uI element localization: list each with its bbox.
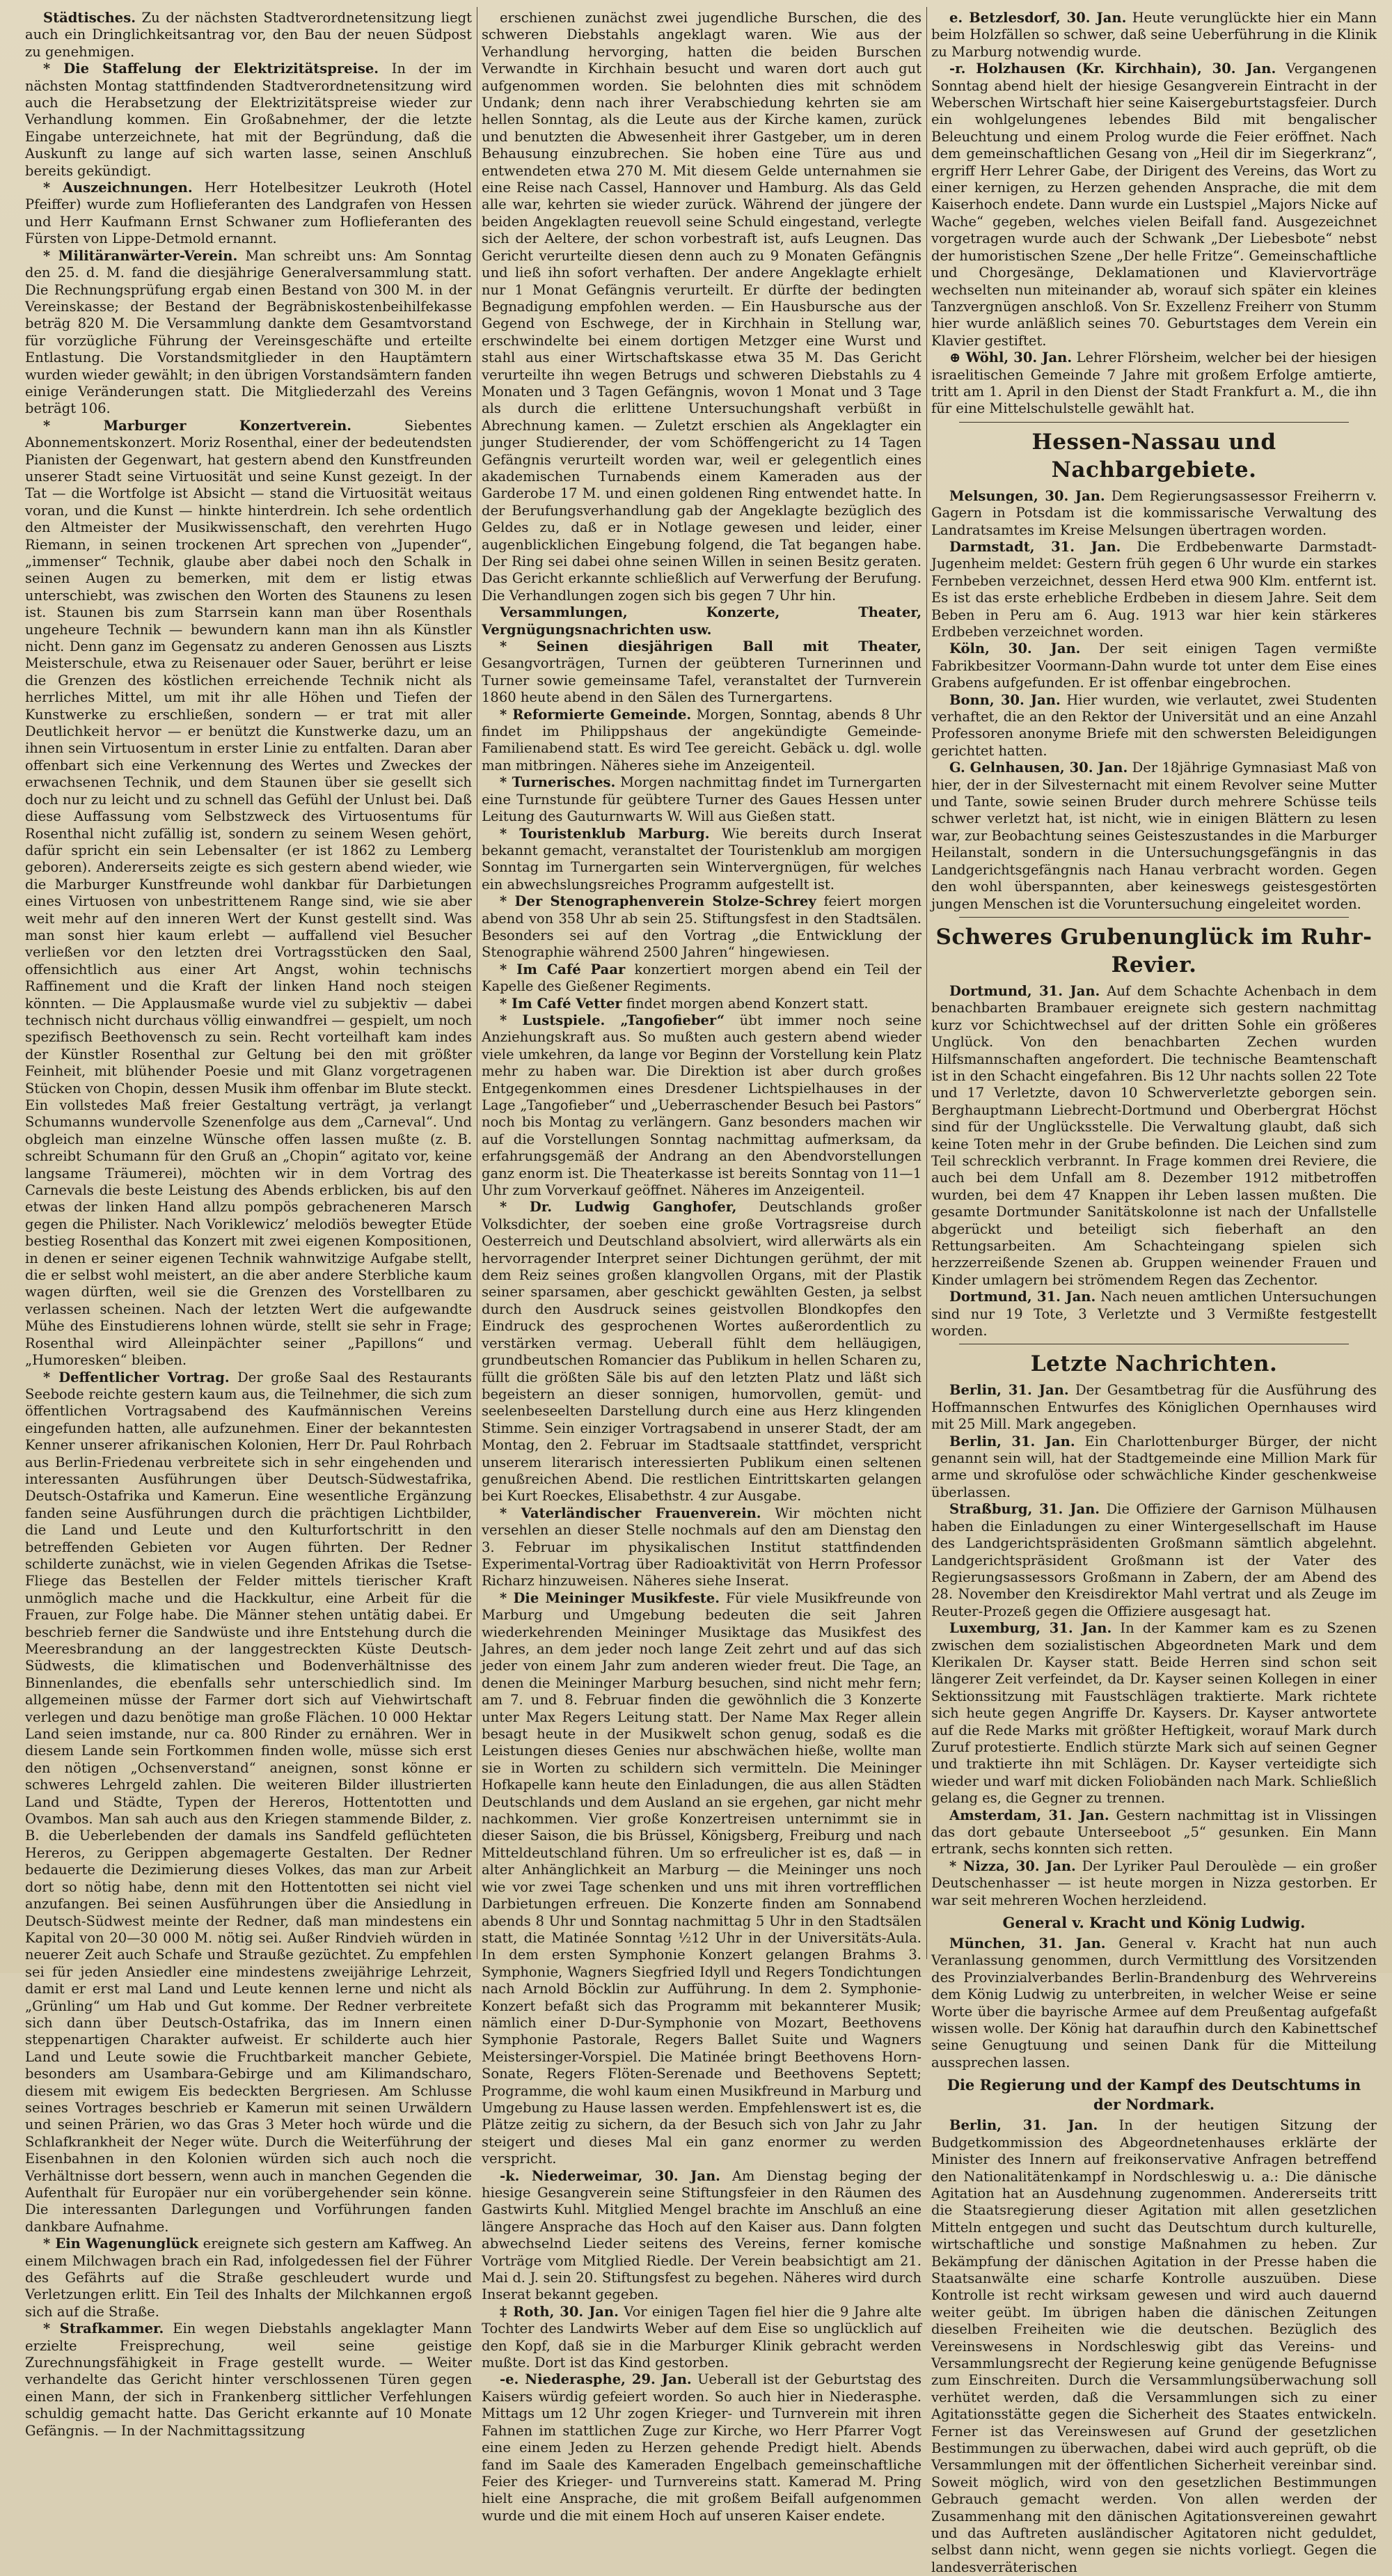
article-paragraph <box>25 1369 472 2236</box>
article-text: feiert morgen abend von 358 Uhr ab sein 25. Stiftungsfest in den Stadtsälen. Besonders sei auf den Vortrag „die Entwicklung der Stenographie während 2500 Jahren“ hingewiesen. <box>482 893 922 961</box>
article-paragraph <box>931 641 1377 691</box>
column-middle <box>482 10 922 2524</box>
heading-nordmark: Die Regierung und der Kampf des Deutschtums in der Nordmark. <box>947 2076 1361 2114</box>
article-paragraph <box>482 1199 922 1505</box>
article-lead: * Die Staffelung der Elektrizitätspreise. <box>43 61 379 77</box>
article-paragraph <box>931 539 1377 641</box>
article-lead: -r. Holzhausen (Kr. Kirchhain), 30. Jan. <box>949 61 1276 77</box>
article-lead: * Marburger Konzertverein. <box>43 417 352 434</box>
article-lead: * Der Stenographenverein Stolze-Schrey <box>500 893 816 910</box>
article-paragraph <box>25 180 472 248</box>
article-paragraph <box>931 350 1377 418</box>
letzte-nachrichten-block <box>931 1382 1377 1909</box>
article-paragraph <box>482 10 922 604</box>
article-paragraph <box>25 418 472 1369</box>
article-text: Die Offiziere der Garnison Mülhausen haben die Einladungen zu einer Wintergesellschaft im Hause des Landgerichtspräsidenten Großmann sämtlich abgelehnt. Landgerichtspräsident Großmann ist der Vater des Regierungsassessors Großmann in Zabern, der am Abend des 28. November den Kreisdirektor Mahl vertrat und als Zeuge im Reuter-Prozeß gegen die Offiziere ausgesagt hat. <box>931 1501 1377 1619</box>
article-text: erschienen zunächst zwei jugendliche Burschen, die des schweren Diebstahls angeklagt waren. Wie aus der Verhandlung hervorging, hatten die beiden Burschen Verwandte in Kirchhain besucht und waren dort auch gut aufgenommen worden. Sie belohnten dies mit schnödem Undank; denn nach ihrer Verabschiedung kehrten sie am hellen Sonntag, als die Leute aus der Kirche kamen, zurück und benutzten die Abwesenheit ihrer Gastgeber, um in deren Behausung einzubrechen. Sie hoben eine Türe aus und entwendeten etwa 270 M. Mit diesem Gelde unternahmen sie eine Reise nach Cassel, Hannover und Hamburg. Als das Geld alle war, kehrten sie wieder zurück. Während der jüngere der beiden Angeklagten reuevoll seine Schuld eingestand, verlegte sich der Aeltere, der schon vorbestraft ist, aufs Leugnen. Das Gericht verurteilte diesen denn auch zu 9 Monaten Gefängnis und ließ ihn sofort verhaften. Der andere Angeklagte erhielt nur 1 Monat Gefängnis verurteilt. Er dürfte der bedingten Begnadigung empfohlen werden. — Ein Hausbursche aus der Gegend von Eschwege, der in Kirchhain in Stellung war, erschwindelte bei einem dortigen Metzger eine Wurst und stahl aus einer Wirtschaftskasse etwa 35 M. Das Gericht verurteilte ihn wegen Betrugs und schweren Diebstahls zu 4 Monaten und 3 Tagen Gefängnis, wovon 1 Monat und 3 Tage als durch die erlittene Untersuchungshaft verbüßt in Abrechnung kamen. — Zuletzt erschien als Angeklagter ein junger Studierender, der vom Schöffengericht zu 14 Tagen Gefängnis verurteilt worden war, weil er gelegentlich eines akademischen Turnabends einem Kameraden aus der Garderobe 17 M. und einen goldenen Ring entwendet hatte. In der Berufungsverhandlung gab der Angeklagte bezüglich des Geldes zu, daß er in Notlage gewesen und leider, einer augenblicklichen Eingebung folgend, die Tat begangen habe. Der Ring sei dabei ohne seinen Willen in seinen Besitz geraten. Das Gericht erkannte schließlich auf Verwerfung der Berufung. Die Verhandlungen zogen sich bis gegen 7 Uhr hin. <box>482 10 922 604</box>
article-paragraph <box>482 2304 922 2372</box>
article-lead: -k. Niederweimar, 30. Jan. <box>500 2167 720 2184</box>
article-text: Deutschlands großer Volksdichter, der soeben eine große Vortragsreise durch Oesterreich und Deutschland absolviert, wird allerwärts als ein hervorragender Interpret seiner Dichtungen gerühmt, der mit dem Reiz seines großen klangvollen Organs, mit der Plastik seiner sparsamen, aber geschickt gewählten Gesten, ja selbst durch den Ausdruck seines geistvollen Blondkopfes den Eindruck des gesprochenen Wortes außerordentlich zu verstärken vermag. Ueberall fühlt dem helläugigen, grundbeutschen Romancier das Publikum in hellen Scharen zu, füllt die größten Säle bis auf den letzten Platz und läßt sich begeistern an dieser sonnigen, humorvollen, gemüt- und seelenbeseelten Darstellung durch eine aus Herz klingenden Stimme. Sein einziger Vortragsabend in unserer Stadt, der am Montag, den 2. Februar im Stadtsaale stattfindet, verspricht unserem literarisch interessierten Publikum einen seltenen genußreichen Abend. Die restlichen Eintrittskarten gelangen bei Kurt Roeckes, Elisabethstr. 4 zur Ausgabe. <box>482 1199 922 1505</box>
column-right <box>931 10 1377 2575</box>
article-text: Ein wegen Diebstahls angeklagter Mann erzielte Freisprechung, weil seine geistige Zurechnungsfähigkeit in Frage gestellt wurde. — Weiter verhandelte das Gericht hinter verschlossenen Türen gegen einen Mann, der sich in Frankenberg sittlicher Verfehlungen schuldig gemacht hatte. Das Gericht erkannte auf 10 Monate Gefängnis. — In der Nachmittagssitzung <box>25 2320 473 2439</box>
article-paragraph <box>931 10 1377 61</box>
article-paragraph <box>931 1501 1377 1620</box>
article-text: Die Erdbebenwarte Darmstadt-Jugenheim meldet: Gestern früh gegen 6 Uhr wurde ein starkes Fernbeben verzeichnet, dessen Herd etwa 900 Klm. entfernt ist. Es ist das erste erhebliche Erdbeben in diesem Jahre. Seit dem Beben in Peru am 6. Aug. 1913 war hier kein stärkeres Erdbeben verzeichnet worden. <box>931 538 1377 640</box>
article-text: In der heutigen Sitzung der Budgetkommission des Abgeordnetenhauses erklärte der Minister des Innern auf freikonservative Anfragen betreffend den Nationalitätenkampf in Nordschleswig u. a.: Die dänische Agitation hat an Ausdehnung zugenommen. Andererseits tritt die Staatsregierung dieser Agitation mit allen gesetzlichen Mitteln entgegen und sucht das Deutschtum durch kulturelle, wirtschaftliche und sonstige Maßnahmen zu heben. Zur Bekämpfung der dänischen Agitation in der Presse haben die Staatsanwälte eine scharfe Kontrolle auszuüben. Diese Kontrolle ist recht wirksam gewesen und wird auch dauernd weiter geübt. Im übrigen haben die dänischen Zeitungen dieselben Freiheiten wie die deutschen. Bezüglich des Vereinswesens in Nordschleswig gibt das Vereins- und Versammlungsrecht der Regierung keine genügende Befugnisse zum Einschreiten. Durch die Versammlungsüberwachung soll verhütet werden, daß die Versammlungen sich zu einer Agitationsstätte gegen die Sicherheit des Staates entwickeln. Ferner ist das Vereinswesen auf Grund der gesetzlichen Bestimmungen zu überwachen, dabei wird auch geprüft, ob die Versammlungen mit der öffentlichen Sicherheit vereinbar sind. Soweit möglich, wird von den gesetzlichen Bestimmungen Gebrauch gemacht werden. Von allen werden der Zusammenhang mit den dänischen Agitationsvereinen gewahrt und das Auftreten ausländischer Agitatoren nicht geduldet, selbst dann nicht, wenn gegen sie nichts vorliegt. Gegen die landesverräterischen <box>931 2117 1377 2575</box>
article-lead: * Touristenklub Marburg. <box>500 825 710 842</box>
article-text: Wir möchten nicht versehlen an dieser Stelle nochmals auf den am Dienstag den 3. Februar im physikalischen Institut stattfindenden Experimental-Vortrag über Radioaktivität von Herrn Professor Richarz hinzuweisen. Näheres siehe Inserat. <box>482 1505 922 1589</box>
article-text: Auf dem Schachte Achenbach in dem benachbarten Brambauer ereignete sich gestern nachmittag kurz vor Schichtwechsel auf der dritten Sohle ein größeres Unglück. Von den benachbarten Zechen wurden Hilfsmannschaften angefordert. Die technische Beamtenschaft ist in den Schacht eingefahren. Bis 12 Uhr nachts sollen 22 Tote und 17 Verletzte, davon 10 Schwerverletzte geborgen sein. Berghauptmann Liebrecht-Dortmund und Oberbergrat Höchst sind für der Unglücksstelle. Die Verwaltung glaubt, daß sich keine Toten mehr in der Grube befinden. Die Leichen sind zum Teil schrecklich verbrannt. In Frage kommen drei Reviere, die auch bei dem Unfall am 8. Dezember 1912 mitbetroffen wurden, bei dem 47 Knappen ihr Leben lassen mußten. Die gesamte Dortmunder Sanitätskolonne ist nach der Unfallstelle abgerückt und beteiligt sich fieberhaft an den Rettungsarbeiten. Am Schachteingang spielen sich herzzerreißende Szenen ab. Gruppen weinender Frauen und Kinder umlagern bei strömendem Regen das Zechentor. <box>931 982 1377 1288</box>
article-paragraph <box>931 760 1377 913</box>
article-text: Der seit einigen Tagen vermißte Fabrikbesitzer Voormann-Dahn wurde tot unter dem Eise eines Grabens aufgefunden. Er ist offenbar eingebrochen. <box>931 641 1377 691</box>
article-paragraph <box>931 488 1377 539</box>
article-paragraph <box>931 983 1377 1289</box>
article-lead: ‡ Roth, 30. Jan. <box>500 2303 619 2320</box>
article-paragraph <box>931 1620 1377 1807</box>
article-text: In der im nächsten Montag stattfindenden Stadtverordnetensitzung wird auch die Herabsetzung der Elektrizitätspreise wieder zur Verhandlung kommen. Ein Großabnehmer, der die letzte Eingabe unterzeichnete, hat mit der Begründung, daß die Auskunft zu lange auf sich warten lasse, seinen Anschluß bereits gekündigt. <box>25 61 473 179</box>
article-text: Herr Hotelbesitzer Leukroth (Hotel Pfeiffer) wurde zum Hoflieferanten des Landgrafen von Hessen und Herr Kaufmann Ernst Schwaner zum Hoflieferanten des Fürsten von Lippe-Detmold ernannt. <box>25 180 472 247</box>
section-divider <box>959 422 1349 423</box>
article-lead: Dortmund, 31. Jan. <box>949 1289 1096 1305</box>
article-paragraph <box>931 1935 1377 2071</box>
article-text: Siebentes Abonnementskonzert. Moriz Rosenthal, einer der bedeutendsten Pianisten der Gegenwart, hat gestern abend den Kunstfreunden unserer Stadt seine Virtuosität und seine Kunst gezeigt. In der Tat — die Wortfolge ist Absicht — stand die Virtuosität weitaus voran, und die Kunst — hinkte hinterdrein. Ich sehe ordentlich den Altmeister der Musikwissenschaft, den verehrten Hugo Riemann, in seinen trockenen Art sprechen von „Jupender“, „immenser“ Technik, glaube aber dabei noch den Schalk in seinen Augen zu bemerken, mit dem er listig etwas unterschiebt, was zwischen den Worten des Staunens zu lesen ist. Staunen bis zum Starrsein kann man über Rosenthals ungeheure Technik — bewundern kann man ihn als Künstler nicht. Denn ganz im Gegensatz zu anderen Genossen aus Liszts Meisterschule, etwa zu Reisenauer oder Sauer, berührt er leise die Grenzen des köstlichen erreichende Technik nicht als herrliches Mittel, um mit ihr alle Höhen und Tiefen der Kunstwerke zu erschließen, sondern — er trat mit aller Deutlichkeit hervor — er benützt die Kunstwerke dazu, um an ihnen sein Virtuosentum in erster Linie zu entfalten. Daran aber offenbart sich eine Verkennung des Wertes und Zweckes der erwachsenen Technik, und dem Staunen über sie gesellt sich doch nur zu leicht und zu schnell das Gefühl der Unlust bei. Daß diese Auffassung vom Selbstzweck des Virtuosentums für Rosenthal nicht zufällig ist, sondern zu seinem Wesen gehört, dafür spricht ein sein Lebensalter (er ist 1862 zu Lemberg geboren). Andererseits zeigte es sich gestern abend wieder, wie die Marburger Kunstfreunde wohl dankbar für Darbietungen eines Virtuosen von unbestrittenem Range sind, wie sie aber weit mehr auf den inneren Wert der Kunst gestellt sind. Was man sonst hier kaum erlebt — auffallend viel Besucher verließen vor den letzten drei Vortragsstücken den Saal, offensichtlich aus einer Art Angst, wohin technischs Raffinement und die Kraft der linken Hand noch steigen könnten. — Die Applausmaße wurde viel zu subjektiv — dabei technisch nicht durchaus völlig einwandfrei — gespielt, um noch spezifisch Beethovensch zu sein. Recht vorteilhaft kam indes der Künstler Rosenthal zur Geltung bei den mit größter Feinheit, mit blühender Poesie und mit Glanz vorgetragenen Stücken von Chopin, dessen Musik ihm offenbar im Blute steckt. Ein vollstedes Maß freier Gestaltung verträgt, ja verlangt Schumanns wundervolle Szenenfolge aus dem „Carneval“. Und obgleich man einzelne Wünsche offen lassen mußte (z. B. schreibt Schumann für den Gruß an „Chopin“ agitato vor, keine langsame Träumerei), möchten wir in dem Vortrag des Carnevals die beste Leistung des Abends erblicken, bis auf den etwas der linken Hand allzu pompös gebracheneren Marsch gegen die Philister. Nach Voriklewicz’ melodiös bewegter Etüde bestieg Rosenthal das Konzert mit zwei eigenen Kompositionen, in denen er seiner eigenen Technik wahnwitzige Aufgabe stellt, die er selbst wohl meistert, an die aber andere Sterbliche kaum wagen dürften, weil sie die Grenzen des Vorstellbaren zu verlassen scheinen. Nach der letzten Wert die aufgewandte Mühe des Einstudierens lohnen würde, stellt sie sehr in Frage; Rosenthal wird Alleinpächter seiner „Papillons“ und „Humoresken“ bleiben. <box>25 417 472 1369</box>
article-lead: * Turnerisches. <box>500 774 616 791</box>
article-lead: Berlin, 31. Jan. <box>949 1382 1069 1399</box>
heading-kracht: General v. Kracht und König Ludwig. <box>1002 1914 1306 1932</box>
article-lead: Dortmund, 31. Jan. <box>949 982 1100 999</box>
article-lead: Amsterdam, 31. Jan. <box>949 1807 1109 1823</box>
article-lead: * Auszeichnungen. <box>43 180 193 196</box>
local-news-block <box>931 10 1377 418</box>
article-lead: * Die Meininger Musikfeste. <box>500 1589 720 1606</box>
article-paragraph <box>931 61 1377 350</box>
hessen-nassau-block <box>931 488 1377 913</box>
article-lead: * Vaterländischer Frauenverein. <box>500 1505 761 1521</box>
heading-grubenunglueck: Schweres Grubenunglück im Ruhr-Revier. <box>935 924 1373 977</box>
article-text: Der Lyriker Paul Deroulède — ein großer Deutschenhasser — ist heute morgen in Nizza gestorben. Er war seit mehreren Wochen herzleidend. <box>931 1858 1377 1908</box>
article-paragraph <box>931 692 1377 760</box>
article-lead: ⊕ Wöhl, 30. Jan. <box>949 350 1073 366</box>
article-lead: * Militäranwärter-Verein. <box>43 247 238 264</box>
heading-letzte-nachrichten: Letzte Nachrichten. <box>1030 1351 1278 1377</box>
article-lead: Luxemburg, 31. Jan. <box>949 1620 1112 1637</box>
article-paragraph <box>482 2168 922 2304</box>
article-lead: Melsungen, 30. Jan. <box>949 487 1105 504</box>
article-lead: G. Gelnhausen, 30. Jan. <box>949 760 1128 776</box>
article-lead: * Reformierte Gemeinde. <box>500 706 692 723</box>
column-left <box>25 10 473 2439</box>
kracht-block <box>931 1935 1377 2071</box>
article-text: Zu der nächsten Stadtverordnetensitzung liegt auch ein Dringlichkeitsantrag vor, den Bau der neuen Südpost zu genehmigen. <box>25 10 473 60</box>
article-lead: Versammlungen, Konzerte, Theater, Vergnügungsnachrichten usw. <box>482 604 922 638</box>
article-text: Am Dienstag beging der hiesige Gesangverein seine Stiftungsfeier in den Räumen des Gastwirts Kuhl. Mitglied Mengel brachte im Anschluß an eine längere Ansprache das Hoch auf den Kaiser aus. Dann folgten abwechselnd Lieder seitens des Vereins, ferner komische Vorträge vom Mitglied Riedle. Der Verein beabsichtigt am 21. Mai d. J. sein 20. Stiftungsfest zu begehen. Näheres wird durch Inserat bekannt gegeben. <box>482 2167 922 2303</box>
article-lead: Berlin, 31. Jan. <box>949 1433 1075 1450</box>
article-paragraph <box>25 10 472 61</box>
article-lead: Berlin, 31. Jan. <box>949 2117 1098 2134</box>
article-lead: Bonn, 30. Jan. <box>949 691 1061 708</box>
article-text: Heute verunglückte hier ein Mann beim Holzfällen so schwer, daß seine Ueberführung in die Klinik zu Marburg notwendig wurde. <box>931 10 1377 60</box>
article-text: Der 18jährige Gymnasiast Maß von hier, der in der Silvesternacht mit einem Revolver seine Mutter und Tante, sowie seinen Bruder durch mehrere Schüsse teils schwer verletzt hat, ist nicht, wie in einigen Blättern zu lesen war, zur Beobachtung seines Geisteszustandes in die Marburger Heilanstalt, sondern in die Untersuchungsgefängnis in das Landgerichtsgefängnis nach Hanau verbracht worden. Gegen den wohl überspannten, aber keineswegs geistesgestörten jungen Menschen ist die Voruntersuchung eingeleitet worden. <box>931 760 1377 912</box>
article-text: General v. Kracht hat nun auch Veranlassung genommen, durch Vermittlung des Vorsitzenden des Provinzialverbandes Berlin-Brandenburg des Wehrvereins dem König Ludwig zu unterbreiten, in welcher Weise er seine Worte über die bayrische Armee auf dem Preußentag aufgefaßt wissen wolle. Der König hat daraufhin durch den Kabinettschef seine Genugtuung und seinen Dank für die Mitteilung aussprechen lassen. <box>931 1935 1377 2071</box>
article-text: Ueberall ist der Geburtstag des Kaisers würdig gefeiert worden. So auch hier in Niederasphe. Mittags um 12 Uhr zogen Krieger- und Turnverein mit ihren Fahnen im stattlichen Zuge zur Kirche, wo Herr Pfarrer Vogt eine einem Jeden zu Herzen gehende Predigt hielt. Abends fand im Saale des Kameraden Engelbach gemeinschaftliche Feier des Krieger- und Turnvereins statt. Kamerad M. Pring hielt eine Ansprache, die mit großem Beifall aufgenommen wurde und die mit einem Hoch auf unseren Kaiser endete. <box>482 2371 922 2524</box>
article-paragraph <box>25 2236 472 2320</box>
article-text: konzertiert morgen abend ein Teil der Kapelle des Gießener Regiments. <box>482 961 922 995</box>
article-paragraph <box>25 248 472 418</box>
article-text: übt immer noch seine Anziehungskraft aus. So mußten auch gestern abend wieder viele umkehren, da lange vor Beginn der Vorstellung kein Platz mehr zu haben war. Die Direktion ist aber durch großes Entgegenkommen eines Dresdener Lichtspielhauses in der Lage „Tangofieber“ und „Ueberraschender Besuch bei Pastors“ noch bis Montag zu verlängern. Ganz besonders machen wir auf die Vorstellungen Sonntag nachmittag aufmerksam, da erfahrungsgemäß der Andrang an den Abendvorstellungen ganz enorm ist. Die Theaterkasse ist bereits Sonntag von 11—1 Uhr zum Vorverkauf geöffnet. Näheres im Anzeigenteil. <box>482 1012 922 1199</box>
grubenunglueck-block <box>931 983 1377 1340</box>
column-rule <box>926 7 927 1959</box>
article-text: Vor einigen Tagen fiel hier die 9 Jahre alte Tochter des Landwirts Weber auf dem Eise so unglücklich auf den Kopf, daß sie in die Marburger Klinik gebracht werden mußte. Dort ist das Kind gestorben. <box>482 2303 922 2371</box>
heading-hessen-nassau: Hessen-Nassau und Nachbargebiete. <box>1031 429 1276 482</box>
article-lead: * Seinen diesjährigen Ball mit Theater, <box>500 638 922 655</box>
article-text: Der Gesamtbetrag für die Ausführung des Hoffmannschen Entwurfes des Königlichen Opernhauses wird mit 25 Mill. Mark angegeben. <box>931 1382 1377 1433</box>
article-paragraph <box>25 61 472 180</box>
article-text: Man schreibt uns: Am Sonntag den 25. d. M. fand die diesjährige Generalversammlung statt. Die Rechnungsprüfung ergab einen Bestand von 300 M. in der Vereinskasse; der Bestand der Begräbniskostenbeihilfekasse beträg 820 M. Die Versammlung dankte dem Gesamtvorstand für vorzügliche Führung der Vereinsgeschäfte und erteilte Entlastung. Die Vorstandsmitglieder in den Hauptämtern wurden wieder gewählt; in den übrigen Vorstandsämtern fanden einige Veränderungen statt. Die Mitgliederzahl des Vereins beträgt 106. <box>25 247 473 417</box>
article-lead: * Deffentlicher Vortrag. <box>43 1369 230 1385</box>
section-divider <box>959 917 1349 918</box>
article-lead: * Ein Wagenunglück <box>43 2236 199 2252</box>
article-lead: * Lustspiele. „Tangofieber“ <box>500 1012 725 1028</box>
article-lead: Straßburg, 31. Jan. <box>949 1501 1100 1518</box>
article-paragraph <box>482 1590 922 2168</box>
article-text: Der große Saal des Restaurants Seebode reichte gestern kaum aus, die Teilnehmer, die sich zum öffentlichen Vortragsabend des Kaufmännischen Vereins eingefunden hatten, alle aufzunehmen. Einer der bekanntesten Kenner unserer afrikanischen Kolonien, Herr Dr. Paul Rohrbach aus Berlin-Friedenau verbreitete sich in sehr eingehenden und interessanten Ausführungen über Deutsch-Südwestafrika, Deutsch-Ostafrika und Kamerun. Eine wesentliche Ergänzung fanden seine Ausführungen durch die prächtigen Lichtbilder, die Land und Leute und den Kulturfortschritt in den betreffenden Gebieten vor Augen führten. Der Redner schilderte zunächst, wie in vielen Gegenden Afrikas die Tsetse-Fliege das Bestellen der Felder mittels tierischer Kraft unmöglich mache und die Hackkultur, eine Arbeit für die Frauen, zur Folge habe. Die Männer stehen untätig dabei. Er beschrieb ferner die Sandwüste und ihre Entstehung durch die Meeresbrandung an der langgestreckten Küste Deutsch-Südwests, die klimatischen und Bodenverhältnisse des Binnenlandes, die ebenfalls sehr unterschiedlich sind. Im allgemeinen müsse der Farmer dort sich auf Viehwirtschaft verlegen und dazu benötige man große Flächen. 10 000 Hektar Land seien imstande, nur ca. 800 Rinder zu ernähren. Wer in diesem Lande sein Fortkommen finden wolle, müsse sich erst den nötigen „Ochsenverstand“ aneignen, sonst könne er schweres Lehrgeld zahlen. Die weiteren Bilder illustrierten Land und Städte, Typen der Hereros, Hottentotten und Ovambos. Man sah auch aus den Kriegen stammende Bilder, z. B. die Ueberlebenden der damals ins Sandfeld geflüchteten Hereros, zu Gerippen abgemagerte Gestalten. Der Redner bedauerte die Dezimierung dieses Volkes, das man zur Arbeit dort so nötig habe, denn mit den Hottentotten sei nicht viel anzufangen. Bei seinen Ausführungen über die Ansiedlung in Deutsch-Südwest meinte der Redner, daß man mindestens ein Kapital von 20—30 000 M. nötig sei. Außer Rindvieh würden in neuerer Zeit auch Schafe und Strauße gezüchtet. Zu empfehlen sei für jeden Ansiedler eine mindestens zweijährige Lehrzeit, damit er erst mal Land und Leute kennen lerne und nicht als „Grünling“ um Hab und Gut komme. Der Redner verbreitete sich dann über Deutsch-Ostafrika, das im Innern einen steppenartigen Charakter aufweist. Er schilderte auch hier Land und Leute sowie die Fruchtbarkeit mancher Gebiete, besonders am Usambara-Gebirge und am Kilimandscharo, diesem mit ewigem Eis bedeckten Bergriesen. Am Schlusse seines Vortrages beschrieb er Kamerun mit seinen Urwäldern und seinen Prärien, wo das Gras 3 Meter hoch würde und die Schlafkrankheit der Neger wüte. Durch die Weiterführung der Eisenbahnen in den Kolonien würden sich auch noch die Verhältnisse dort bessern, wenn auch in manchen Gegenden die Aufenthalt für Europäer nur ein vorübergehender sein könne. Die interessanten Darlegungen und Vorführungen fanden dankbare Aufnahme. <box>25 1369 472 2235</box>
article-paragraph <box>931 1382 1377 1433</box>
article-text: Morgen, Sonntag, abends 8 Uhr findet im Philippshaus der angekündigte Gemeinde-Familienabend statt. Es wird Tee gereicht. Gebäck u. dgl. wolle man mitbringen. Näheres siehe im Anzeigenteil. <box>482 706 922 773</box>
article-paragraph <box>931 1434 1377 1502</box>
article-text: Vergangenen Sonntag abend hielt der hiesige Gesangverein Eintracht in der Weberschen Wirtschaft hier seine Kaisergeburtstagsfeier. Durch ein wohlgelungenes lebendes Bild mit bengalischer Beleuchtung und einem Prolog wurde die Feier eröffnet. Nach dem gemeinschaftlichen Gesang von „Heil dir im Siegerkranz“, ergriff Herr Lehrer Gabe, der Dirigent des Vereins, das Wort zu einer kernigen, zu Herzen gehenden Ansprache, die mit dem Kaiserhoch endete. Dann wurde ein Lustspiel „Majors Nicke auf Wache“ gegeben, welches vielen Beifall fand. Ausgezeichnet vorgetragen wurde auch der Schwank „Der Liebesbote“ nebst der humoristischen Szene „Der helle Fritze“. Gemeinschaftliche und Chorgesänge, Deklamationen und Klaviervorträge wechselten nun miteinander ab, worauf sich später ein kleines Tanzvergnügen anschloß. Von Sr. Exzellenz Freiherr von Stumm hier wurde anläßlich seines 70. Geburtstages dem Verein ein Klavier gestiftet. <box>931 61 1377 349</box>
article-paragraph <box>931 2117 1377 2576</box>
article-paragraph <box>931 1807 1377 1858</box>
article-text: Hier wurden, wie verlautet, zwei Studenten verhaftet, die an den Rektor der Universität und an eine Anzahl Professoren anonyme Briefe mit den schwersten Beleidigungen gerichtet hatten. <box>931 691 1377 759</box>
article-text: Gestern nachmittag ist in Vlissingen das dort gebaute Unterseeboot „5“ gesunken. Ein Mann ertrank, sechs konnten sich retten. <box>931 1807 1377 1858</box>
article-paragraph <box>482 996 922 1012</box>
article-paragraph <box>482 826 922 894</box>
article-text: Wie bereits durch Inserat bekannt gemacht, veranstaltet der Touristenklub am morgigen Sonntag im Turnergarten sein Wintervergnügen, für welches ein abwechslungsreiches Programm aufgestellt ist. <box>482 825 922 893</box>
article-text: Für viele Musikfreunde von Marburg und Umgebung bedeuten die seit Jahren wiederkehrenden Meininger Musiktage das Musikfest des Jahres, an dem jeder noch lange Zeit zehrt und auf das sich jeder von einem Jahr zum anderen wieder freut. Die Tage, an denen die Meininger Marburg besuchen, sind nicht mehr fern; am 7. und 8. Februar finden die gewöhnlich die 3 Konzerte unter Max Regers Leitung statt. Der Name Max Reger allein besagt heute in der Musikwelt schon genug, sodaß es die Leistungen dieses Genies nur abschwächen hieße, wollte man sie in Worten zu schildern sich vermitteln. Die Meininger Hofkapelle kann heute den Einladungen, die aus allen Städten Deutschlands und dem Ausland an sie ergehen, gar nicht mehr nachkommen. Vier große Konzertreisen unternimmt sie in dieser Saison, die bis Brüssel, Königsberg, Freiburg und nach Mitteldeutschland führen. Um so erfreulicher ist es, daß — in alter Anhänglichkeit an Marburg — die Meininger uns noch wie vor zwei Tage schenken und uns mit ihren vortrefflichen Darbietungen erfreuen. Die Konzerte finden am Sonnabend abends 8 Uhr und Sonntag nachmittag 5 Uhr in den Stadtsälen statt, die Matinée Sonntag ½12 Uhr in der Universitäts-Aula. In dem ersten Symphonie Konzert gelangen Brahms 3. Symphonie, Wagners Siegfried Idyll und Regers Tondichtungen nach Arnold Böcklin zur Aufführung. In dem 2. Symphonie-Konzert befaßt sich das Programm mit bekannterer Musik; nämlich einer D-Dur-Symphonie von Mozart, Beethovens Symphonie Pastorale, Regers Ballet Suite und Wagners Meistersinger-Vorspiel. Die Matinée bringt Beethovens Horn-Sonate, Regers Flöten-Serenade und Beethovens Septett; Programme, die wohl kaum einen Musikfreund in Marburg und Umgebung zu Hause lassen werden. Empfehlenswert ist es, die Plätze zeitig zu sichern, da der Besuch sich von Jahr zu Jahr steigert und dieses Mal ein ganz enormer zu werden verspricht. <box>482 1589 922 2167</box>
article-lead: Köln, 30. Jan. <box>949 641 1081 657</box>
article-lead: e. Betzlesdorf, 30. Jan. <box>949 10 1127 26</box>
article-text: findet morgen abend Konzert statt. <box>626 995 869 1012</box>
article-paragraph <box>482 638 922 707</box>
article-text: ereignete sich gestern am Kaffweg. An einem Milchwagen brach ein Rad, infolgedessen fiel der Führer des Gefährts auf die Straße geschleudert wurde und Verletzungen erlitt. Ein Teil des Inhalts der Milchkannen ergoß sich auf die Straße. <box>25 2236 472 2320</box>
article-text: Morgen nachmittag findet im Turnergarten eine Turnstunde für geübtere Turner des Gaues Hessen unter Leitung des Gauturnwarts W. Will aus Gießen statt. <box>482 774 922 825</box>
article-paragraph <box>482 961 922 996</box>
article-text: Nach neuen amtlichen Untersuchungen sind nur 19 Tote, 3 Verletzte und 3 Vermißte festgestellt worden. <box>931 1289 1377 1340</box>
article-lead: -e. Niederasphe, 29. Jan. <box>500 2371 692 2388</box>
article-paragraph <box>482 2371 922 2524</box>
article-paragraph <box>482 774 922 825</box>
article-text: Ein Charlottenburger Bürger, der nicht genannt sein will, hat der Stadtgemeinde eine Million Mark für arme und skrofulöse oder schwächliche Kinder geschenkweise überlassen. <box>931 1433 1377 1500</box>
article-lead: * Dr. Ludwig Ganghofer, <box>500 1199 737 1216</box>
article-paragraph <box>25 2320 472 2440</box>
nordmark-block <box>931 2117 1377 2576</box>
article-text: Lehrer Flörsheim, welcher bei der hiesigen israelitischen Gemeinde 7 Jahre mit großem Erfolge amtierte, tritt am 1. April in den Dienst der Stadt Frankfurt a. M., die ihn für eine Mittelschulstelle gewählt hat. <box>931 350 1377 417</box>
article-lead: Darmstadt, 31. Jan. <box>949 538 1121 555</box>
article-paragraph <box>482 1012 922 1199</box>
article-lead: München, 31. Jan. <box>949 1935 1106 1952</box>
article-paragraph <box>931 1289 1377 1340</box>
article-lead: * Im Café Vetter <box>500 995 622 1012</box>
article-text: Dem Regierungsassessor Freiherrn v. Gagern in Potsdam ist die kommissarische Verwaltung des Landratsamtes im Kreise Melsungen übertragen worden. <box>931 487 1377 538</box>
article-paragraph <box>482 707 922 775</box>
article-lead: Städtisches. <box>43 10 136 26</box>
article-lead: * Strafkammer. <box>43 2320 164 2337</box>
article-lead: * Nizza, 30. Jan. <box>949 1858 1076 1874</box>
article-paragraph <box>931 1858 1377 1909</box>
article-paragraph <box>482 893 922 961</box>
article-text: Gesangvorträgen, Turnen der geübteren Turnerinnen und Turner sowie gemeinsame Tafel, veranstaltet der Turnverein 1860 heute abend in den Sälen des Turnergartens. <box>482 655 922 706</box>
article-lead: * Im Café Paar <box>500 961 626 977</box>
article-paragraph <box>482 1505 922 1590</box>
article-text: In der Kammer kam es zu Szenen zwischen dem sozialistischen Abgeordneten Mark und dem Klerikalen Dr. Kayser statt. Beide Herren sind schon seit längerer Zeit verfeindet, da Dr. Kayser seinen Kollegen in einer Sektionssitzung mit Faustschlägen traktierte. Mark richtete sich heute gegen Angriffe Dr. Kaysers. Dr. Kayser antwortete auf die Rede Marks mit größter Heftigkeit, worauf Mark durch Zuruf protestierte. Endlich stürzte Mark sich auf seinen Gegner und traktierte ihn mit Schlägen. Dr. Kayser verteidigte sich wieder und warf mit dicken Foliobänden nach Mark. Schließlich gelang es, die Gegner zu trennen. <box>931 1620 1377 1807</box>
article-paragraph <box>482 604 922 638</box>
